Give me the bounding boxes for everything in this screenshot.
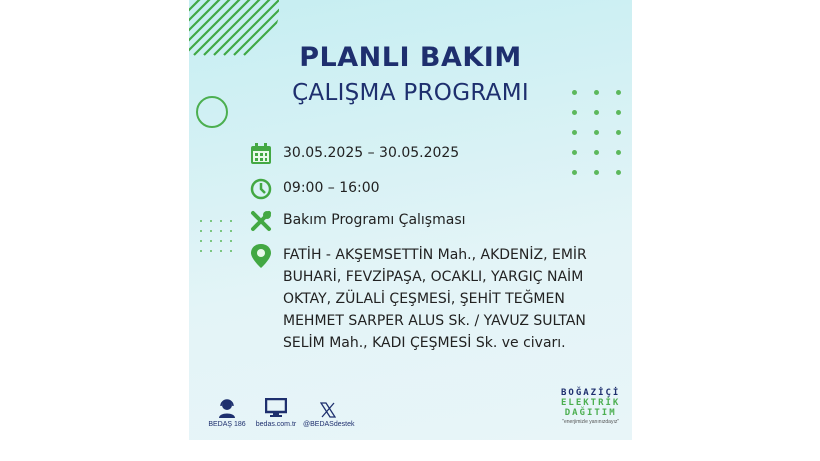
date-range: 30.05.2025 – 30.05.2025	[283, 145, 460, 161]
contact-phone: BEDAŞ 186	[207, 396, 247, 428]
time-range: 09:00 – 16:00	[283, 180, 380, 196]
contact-x[interactable]: @BEDASdestek	[303, 396, 353, 428]
tools-icon	[249, 209, 273, 233]
map-pin-icon	[249, 244, 273, 268]
clock-icon	[249, 177, 273, 201]
location-text: FATİH - AKŞEMSETTİN Mah., AKDENİZ, EMİR BUHARİ, FEVZİPAŞA, OCAKLI, YARGIÇ NAİM OKTAY, ZÜLALİ ÇEŞMESİ, ŞEHİT TEĞMEN MEHMET SARPER ALUS Sk. / YAVUZ SULTAN SELİM Mah., KADI ÇEŞMESİ Sk. ve civarı.	[283, 247, 587, 351]
title-line2: ÇALIŞMA PROGRAMI	[292, 80, 529, 106]
title-line1: PLANLI BAKIM	[299, 42, 522, 73]
decorative-dot-grid-left	[200, 220, 233, 252]
bedas-logo: BOĞAZİÇİ ELEKTRİK DAĞITIM "enerjimizle yanınızdayız"	[561, 388, 621, 425]
contact-website[interactable]: bedas.com.tr	[254, 396, 298, 428]
maintenance-announcement-card	[189, 0, 632, 440]
x-logo-icon	[303, 396, 353, 418]
call-center-icon	[207, 396, 247, 418]
time-row	[249, 177, 380, 201]
date-row	[249, 142, 459, 166]
computer-icon	[254, 396, 298, 418]
work-description: Bakım Programı Çalışması	[283, 212, 466, 228]
calendar-icon	[249, 142, 273, 166]
location-row	[249, 244, 623, 354]
work-row	[249, 209, 466, 233]
